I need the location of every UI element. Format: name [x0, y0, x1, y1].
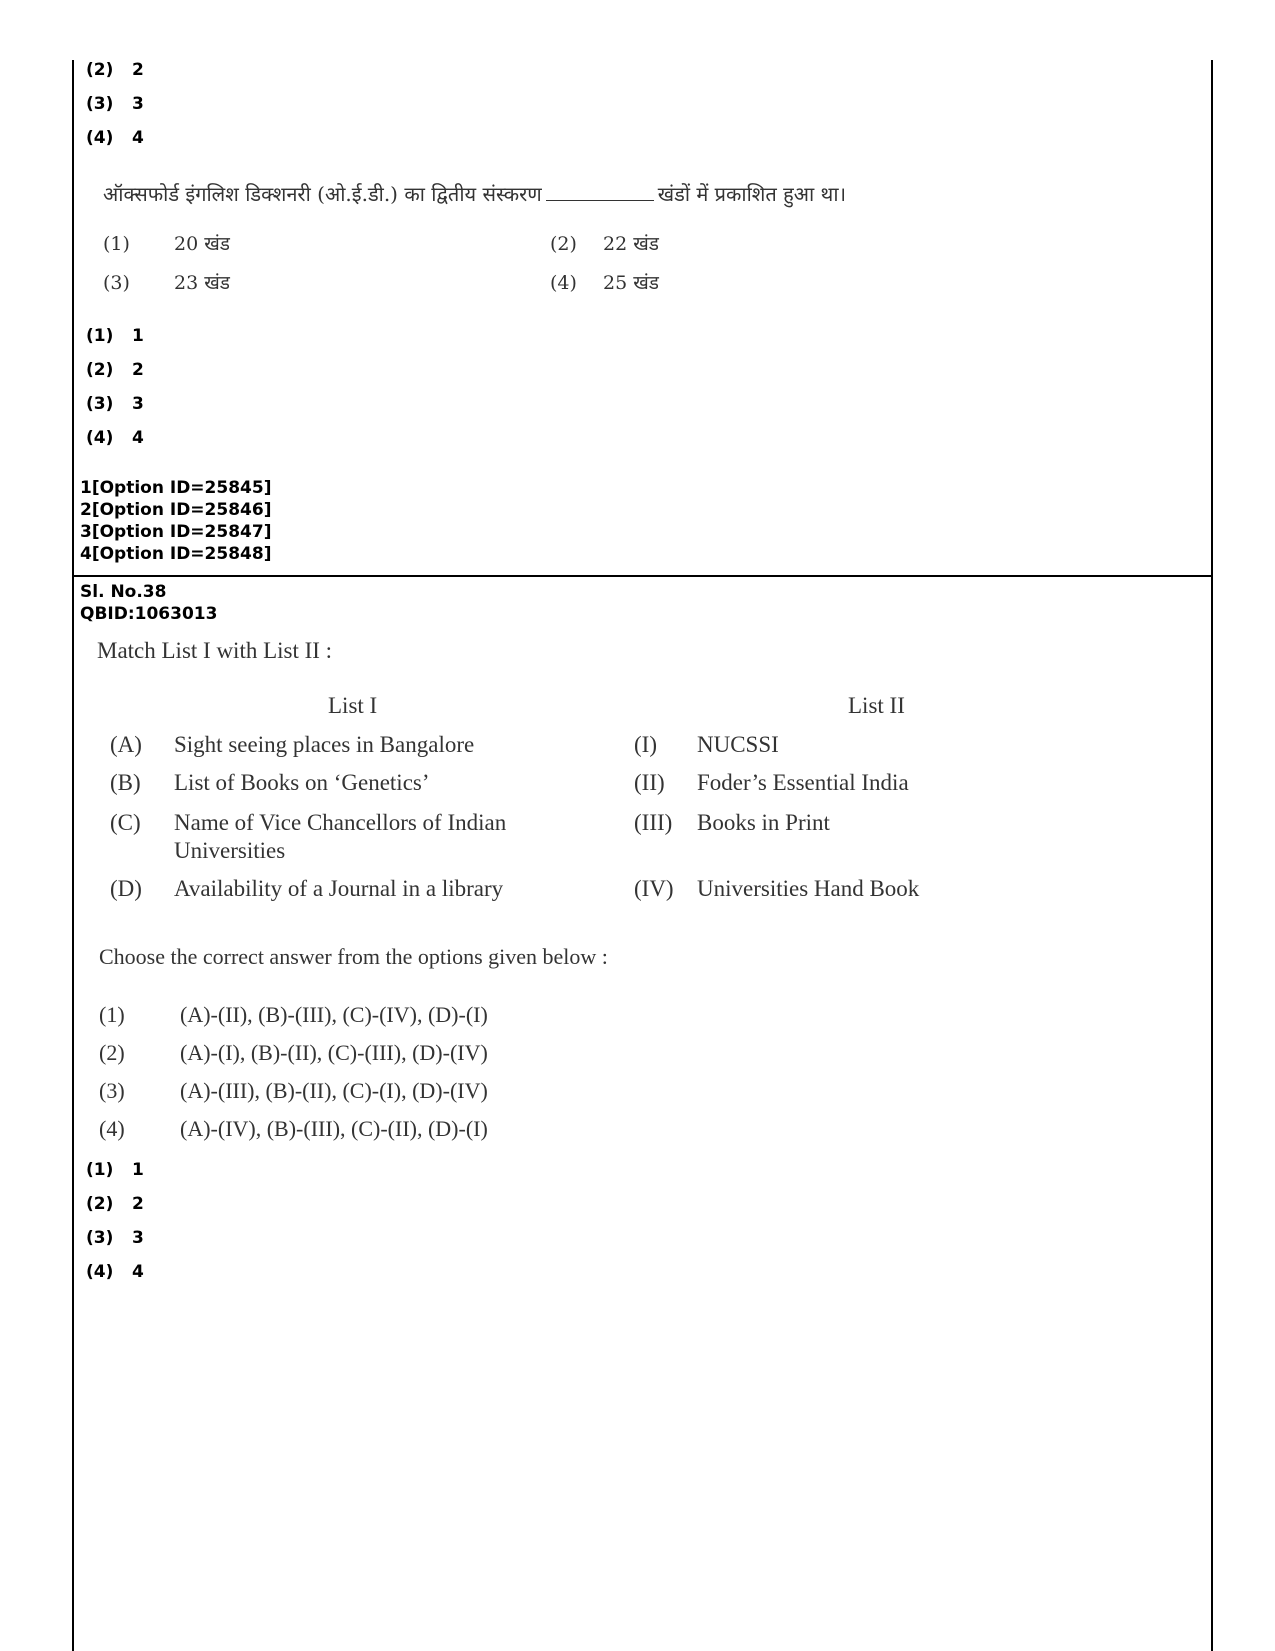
numeric-option: (4) 4	[86, 428, 144, 448]
instruction: Choose the correct answer from the options given below :	[99, 944, 608, 969]
numeric-option: (4) 4	[86, 128, 144, 148]
fill-in-blank	[546, 182, 654, 201]
answer-choice: (2) (A)-(I), (B)-(II), (C)-(III), (D)-(IV)	[99, 1040, 488, 1065]
list2-item: (II) Foder’s Essential India	[634, 770, 909, 795]
question-divider	[72, 575, 1213, 577]
page-frame-left	[72, 60, 74, 1651]
choice: (3) 23 खंड	[103, 272, 230, 294]
list2-header: List II	[848, 693, 905, 718]
numeric-option: (4) 4	[86, 1262, 144, 1282]
choice: (4) 25 खंड	[550, 272, 659, 294]
list1-header: List I	[328, 693, 378, 718]
list2-item: (IV) Universities Hand Book	[634, 876, 920, 901]
list1-item: (B) List of Books on ‘Genetics’	[110, 770, 430, 795]
question-stem: Match List I with List II :	[97, 638, 333, 663]
choice: (1) 20 खंड	[103, 233, 230, 255]
list1-item: (A) Sight seeing places in Bangalore	[110, 732, 475, 757]
list1-item-continuation: Universities	[174, 838, 286, 863]
numeric-option: (3) 3	[86, 94, 144, 114]
qbid: QBID:1063013	[80, 604, 218, 624]
option-id: 3[Option ID=25847]	[80, 522, 272, 542]
list2-item: (I) NUCSSI	[634, 732, 779, 757]
choice: (2) 22 खंड	[550, 233, 659, 255]
numeric-option: (2) 2	[86, 1194, 144, 1214]
option-id: 1[Option ID=25845]	[80, 478, 272, 498]
serial-number: Sl. No.38	[80, 582, 167, 602]
page-frame-right	[1211, 60, 1213, 1651]
list2-item: (III) Books in Print	[634, 810, 830, 835]
answer-choice: (3) (A)-(III), (B)-(II), (C)-(I), (D)-(IV)	[99, 1078, 488, 1103]
option-id: 2[Option ID=25846]	[80, 500, 272, 520]
list1-item: (C) Name of Vice Chancellors of Indian	[110, 810, 507, 835]
answer-choice: (4) (A)-(IV), (B)-(III), (C)-(II), (D)-(I)	[99, 1116, 488, 1141]
answer-choice: (1) (A)-(II), (B)-(III), (C)-(IV), (D)-(I)	[99, 1002, 488, 1027]
numeric-option: (1) 1	[86, 1160, 144, 1180]
numeric-option: (2) 2	[86, 60, 144, 80]
option-id: 4[Option ID=25848]	[80, 544, 272, 564]
numeric-option: (3) 3	[86, 1228, 144, 1248]
question-stem-hindi: ऑक्सफोर्ड इंगलिश डिक्शनरी (ओ.ई.डी.) का द्वितीय संस्करण खंडों में प्रकाशित हुआ था।	[103, 182, 847, 206]
numeric-option: (3) 3	[86, 394, 144, 414]
list1-item: (D) Availability of a Journal in a library	[110, 876, 504, 901]
numeric-option: (2) 2	[86, 360, 144, 380]
numeric-option: (1) 1	[86, 326, 144, 346]
